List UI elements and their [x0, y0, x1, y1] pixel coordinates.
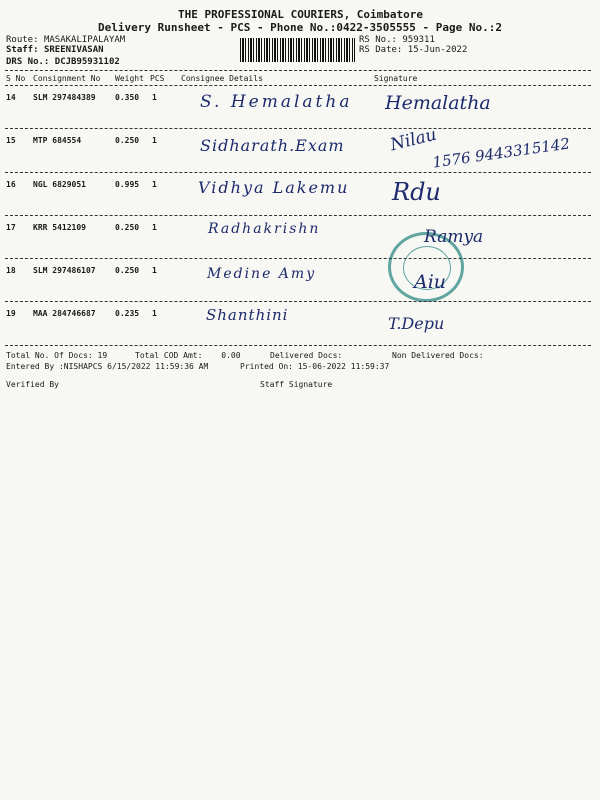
col-weight: Weight: [115, 74, 144, 83]
col-consignee: Consignee Details: [181, 74, 263, 83]
drs-label: DRS No.:: [6, 57, 50, 67]
rs-no-label: RS No.:: [359, 35, 397, 45]
row-sno: 16: [6, 180, 16, 189]
row-consignment: MAA 284746687: [33, 309, 96, 318]
col-signature: Signature: [374, 74, 418, 83]
row-divider: [5, 301, 591, 302]
drs-line: [6, 57, 120, 67]
row-consignment: NGL 6829051: [33, 180, 86, 189]
col-consignment: Consignment No: [33, 74, 101, 83]
non-delivered-docs-label: Non Delivered Docs:: [392, 351, 484, 360]
barcode-image: [240, 38, 355, 62]
route-label: Route:: [6, 35, 39, 45]
row-consignment: SLM 297484389: [33, 93, 96, 102]
rs-date-label: RS Date:: [359, 45, 403, 55]
row-consignee-handwriting: Shanthini: [206, 306, 289, 324]
drs-value: DCJB95931102: [54, 57, 120, 67]
row-signature: Ramya: [424, 227, 484, 247]
row-signature: Aiu: [414, 271, 447, 293]
row-pcs: 1: [152, 136, 157, 145]
rs-no-value: 959311: [402, 35, 435, 45]
row-weight: 0.235: [115, 309, 140, 318]
row-consignee-handwriting: S. Hemalatha: [200, 92, 353, 112]
cod-value: 0.00: [221, 351, 241, 360]
row-signature: Hemalatha: [385, 92, 491, 114]
row-consignee-handwriting: Radhakrishn: [208, 221, 321, 237]
row-signature: T.Depu: [388, 314, 445, 333]
row-sno: 14: [6, 93, 16, 102]
staff-signature: Staff Signature: [260, 380, 333, 389]
route-line: [6, 35, 125, 45]
total-docs-value: 19: [97, 351, 108, 360]
row-consignee-handwriting: Medine Amy: [207, 266, 317, 282]
row-pcs: 1: [152, 266, 157, 275]
totals-line: [6, 351, 107, 360]
header-top-rule: [5, 70, 591, 71]
row-divider: [5, 215, 591, 216]
row-signature: Nilau: [388, 124, 439, 156]
row-sno: 15: [6, 136, 16, 145]
row-divider: [5, 345, 591, 346]
entered-by: Entered By :NISHAPCS 6/15/2022 11:59:36 AM: [6, 362, 209, 371]
row-consignee-handwriting: Vidhya Lakemu: [198, 178, 350, 197]
col-pcs: PCS: [150, 74, 165, 83]
col-sno: S No: [6, 74, 26, 83]
row-weight: 0.995: [115, 180, 140, 189]
row-divider: [5, 128, 591, 129]
printed-on: Printed On: 15-06-2022 11:59:37: [240, 362, 390, 371]
row-sno: 19: [6, 309, 16, 318]
delivered-docs-label: Delivered Docs:: [270, 351, 343, 360]
staff-label: Staff:: [6, 45, 39, 55]
company-title: THE PROFESSIONAL COURIERS, Coimbatore: [178, 8, 424, 21]
row-weight: 0.250: [115, 136, 140, 145]
row-consignee-handwriting: Sidharath.Exam: [200, 136, 345, 155]
route-value: MASAKALIPALAYAM: [43, 35, 126, 45]
rs-no-line: [359, 35, 435, 45]
row-pcs: 1: [152, 309, 157, 318]
total-docs-label: Total No. Of Docs:: [6, 351, 93, 360]
row-weight: 0.250: [115, 266, 140, 275]
header-bottom-rule: [5, 85, 591, 86]
row-signature: Rdu: [392, 178, 441, 206]
row-pcs: 1: [152, 223, 157, 232]
row-pcs: 1: [152, 93, 157, 102]
row-consignment: MTP 684554: [33, 136, 82, 145]
row-weight: 0.350: [115, 93, 140, 102]
row-divider: [5, 172, 591, 173]
staff-value: SREENIVASAN: [43, 45, 104, 55]
row-signature-note: 1576 9443315142: [431, 134, 571, 172]
cod-label: Total COD Amt:: [135, 351, 203, 360]
cod-line: [135, 351, 241, 360]
row-consignment: KRR 5412109: [33, 223, 86, 232]
verified-by: Verified By: [6, 380, 59, 389]
rs-date-value: 15-Jun-2022: [407, 45, 468, 55]
row-sno: 17: [6, 223, 16, 232]
row-divider: [5, 258, 591, 259]
staff-line: [6, 45, 104, 55]
rs-date-line: [359, 45, 467, 55]
row-sno: 18: [6, 266, 16, 275]
row-pcs: 1: [152, 180, 157, 189]
row-consignment: SLM 297486107: [33, 266, 96, 275]
row-weight: 0.250: [115, 223, 140, 232]
runsheet-title: Delivery Runsheet - PCS - Phone No.:0422-3505555 - Page No.:2: [98, 21, 502, 34]
